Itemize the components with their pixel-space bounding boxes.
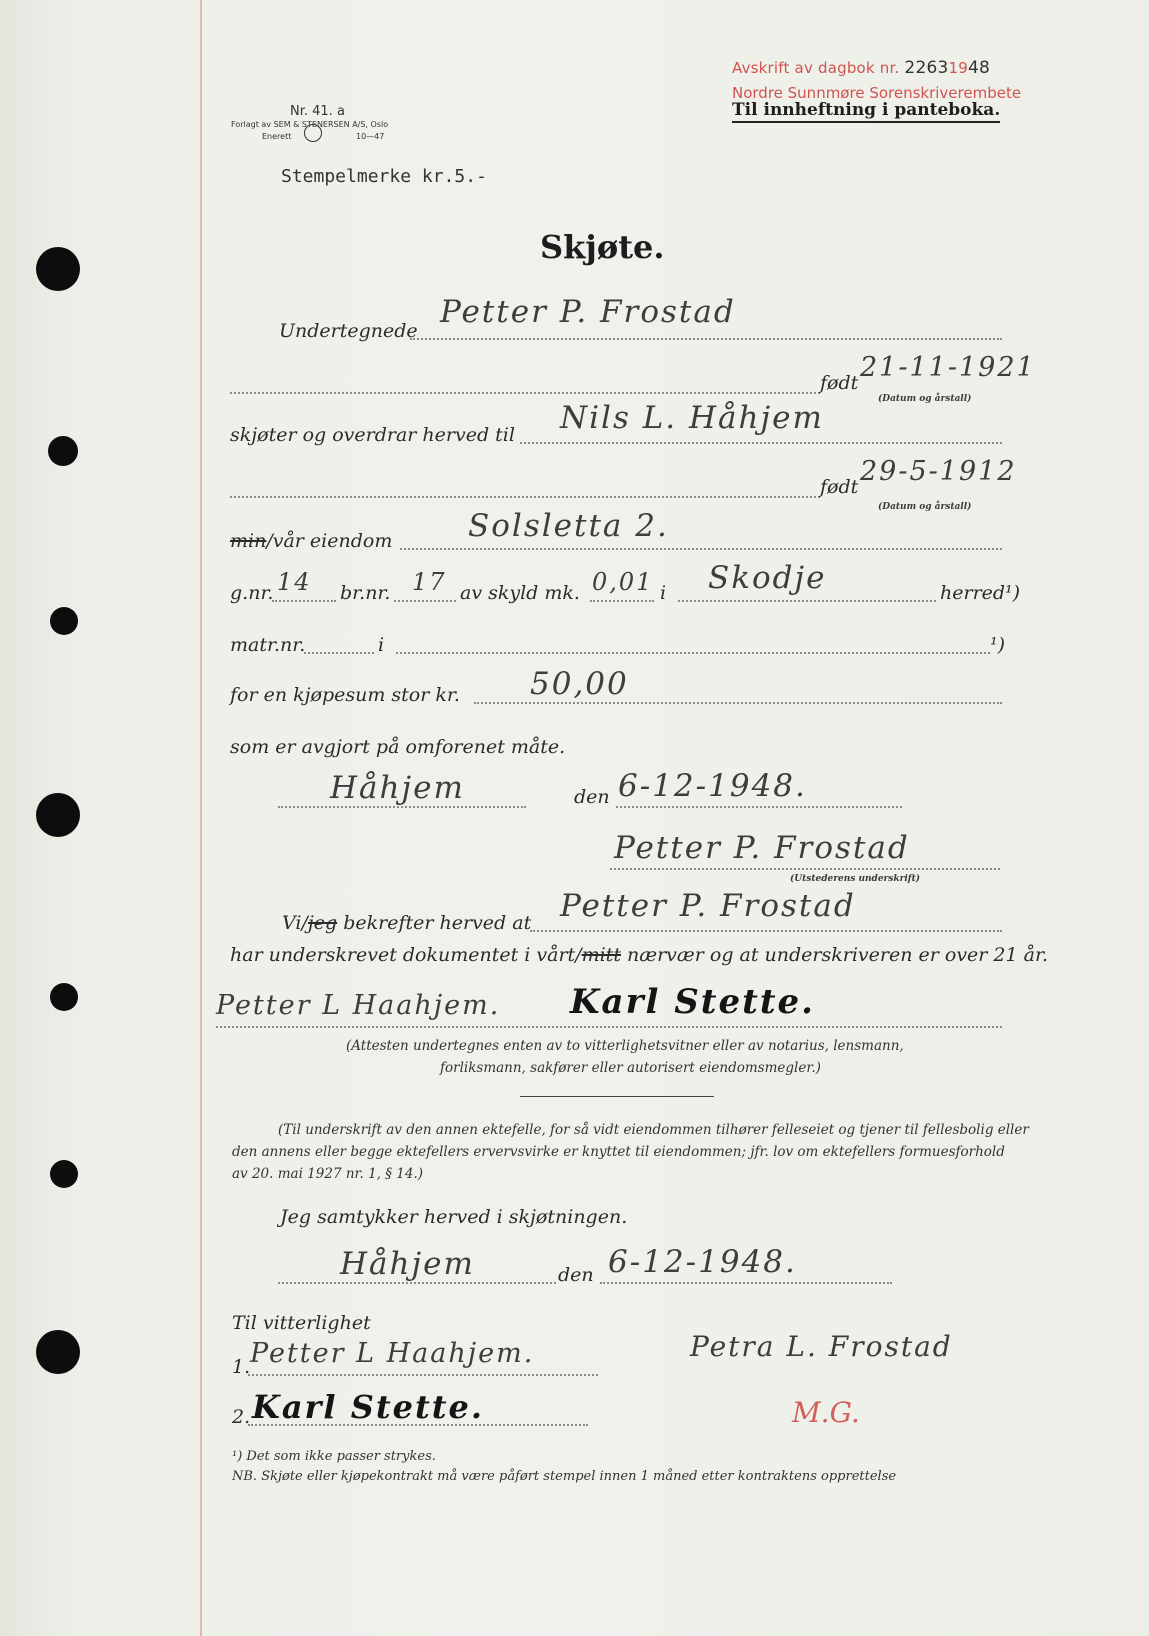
spouse-note-1: (Til underskrift av den annen ektefelle, for så vidt eiendommen tilhører felleseiet og tjener til fellesbolig eller [278,1122,1029,1138]
seller-signature-line [610,868,1000,870]
punch-hole [50,983,78,1011]
label-undertegnede: Undertegnede [279,320,418,342]
date1-line [616,806,902,808]
attest-note-2: forliksmann, sakfører eller autorisert eiendomsmegler.) [440,1060,821,1076]
date1: 6-12-1948. [618,768,807,804]
date2-line [600,1282,892,1284]
property-line [400,548,1002,550]
label-vitterlighet: Til vitterlighet [232,1312,371,1334]
spouse-note-3: av 20. mai 1927 nr. 1, § 14.) [232,1166,424,1182]
witness2-signature: Karl Stette. [570,982,816,1022]
struck-mitt: mitt [581,944,621,966]
label-den1: den [574,786,610,808]
publisher-logo [304,124,322,142]
buyer-line [520,442,1002,444]
punch-hole [36,1330,80,1374]
journal-number: 2263 [904,58,949,78]
footnote-2: NB. Skjøte eller kjøpekontrakt må være påført stempel innen 1 måned etter kontraktens opprettelse [232,1469,897,1484]
label-i: i [660,582,667,604]
red-initials: M.G. [792,1396,860,1429]
document-title: Skjøte. [540,228,665,266]
gnr-line [272,600,336,602]
label-samtykker: Jeg samtykker herved i skjøtningen. [280,1206,628,1228]
seller-line [410,338,1002,340]
label-den2: den [558,1264,594,1286]
matr-herred-line [396,652,990,654]
label-herred: herred¹) [940,582,1021,604]
datum-hint-seller: (Datum og årstall) [878,394,972,404]
label-eiendom: min/vår eiendom [230,530,393,552]
skyld-line [590,600,654,602]
label-n1: 1. [232,1356,251,1378]
punch-hole [48,436,78,466]
label-fodt-buyer: født [820,476,859,498]
publisher-line2-left: Enerett [262,132,292,141]
label-brnr: br.nr. [340,582,391,604]
buyer-name: Nils L. Håhjem [560,400,824,436]
registry-stamp-line2: Nordre Sunnmøre Sorenskriverembete [732,84,1022,102]
attest-note-1: (Attesten undertegnes enten av to vitterlighetsvitner eller av notarius, lensmann, [346,1038,904,1054]
label-kjopesum: for en kjøpesum stor kr. [230,684,460,706]
seller-born-line-left [230,392,820,394]
gnr-value: 14 [277,568,312,596]
section-divider [520,1096,714,1097]
place2: Håhjem [340,1246,475,1282]
label-fodt-seller: født [820,372,859,394]
publisher-line1: Forlagt av SEM & STENERSEN A/S, Oslo [231,120,389,129]
punch-hole [50,1160,78,1188]
label-underskrevet: har underskrevet dokumentet i vårt/mitt nærvær og at underskriveren er over 21 år. [230,944,1048,966]
seller-name: Petter P. Frostad [440,294,736,330]
buyer-birthdate: 29-5-1912 [860,456,1017,487]
margin-rule [200,0,202,1636]
witness1b-signature: Petter L Haahjem. [250,1338,535,1369]
date2: 6-12-1948. [608,1244,797,1280]
label-utsteder: (Utstederens underskrift) [790,874,921,884]
label-matr: matr.nr. [230,634,306,656]
stamp-duty: Stempelmerke kr.5.- [281,166,487,187]
label-gnr: g.nr. [230,582,274,604]
struck-jeg: jeg [307,912,338,934]
place1-line [278,806,526,808]
certified-name: Petter P. Frostad [560,888,856,924]
price-line [474,702,1002,704]
struck-min: min [230,530,267,552]
place2-line [278,1282,556,1284]
matr-line [304,652,374,654]
punch-hole [36,793,80,837]
witness2b-signature: Karl Stette. [252,1388,485,1426]
place1: Håhjem [330,770,465,806]
skyld-value: 0,01 [592,568,654,596]
price-value: 50,00 [530,666,629,702]
label-avgjort: som er avgjort på omforenet måte. [230,736,566,758]
witness1b-line [248,1374,598,1376]
registry-stamp-line3: Til innheftning i panteboka. [732,100,1000,123]
certified-line [530,930,1002,932]
brnr-value: 17 [412,568,447,596]
herred-line [678,600,936,602]
footnote-1: ¹) Det som ikke passer strykes. [232,1449,436,1464]
seller-birthdate: 21-11-1921 [860,352,1036,383]
punch-hole [50,607,78,635]
form-number: Nr. 41. a [290,104,345,119]
spouse-note-2: den annens eller begge ektefellers ervervsvirke er knyttet til eiendommen; jfr. lov om ektefellers formuesforhold [232,1144,1005,1160]
buyer-born-line-left [230,496,820,498]
punch-hole [36,247,80,291]
publisher-line2-right: 10—47 [356,132,385,141]
label-skyld: av skyld mk. [460,582,580,604]
label-n2: 2. [232,1406,251,1428]
label-matr-paren: ¹) [990,634,1006,656]
brnr-line [394,600,456,602]
seller-signature: Petter P. Frostad [614,830,910,866]
label-skjoter: skjøter og overdrar herved til [230,424,515,446]
witnesses-line [216,1026,1002,1028]
datum-hint-buyer: (Datum og årstall) [878,502,972,512]
spouse-signature: Petra L. Frostad [690,1330,953,1363]
label-bekrefter: Vi/jeg bekrefter herved at [282,912,532,934]
label-matr-i: i [378,634,385,656]
journal-year: 48 [968,58,991,78]
property-name: Solsletta 2. [468,508,669,544]
herred-value: Skodje [708,560,827,596]
registry-stamp-line1: Avskrift av dagbok nr. 22631948 [732,58,991,78]
witness1-signature: Petter L Haahjem. [216,990,501,1021]
